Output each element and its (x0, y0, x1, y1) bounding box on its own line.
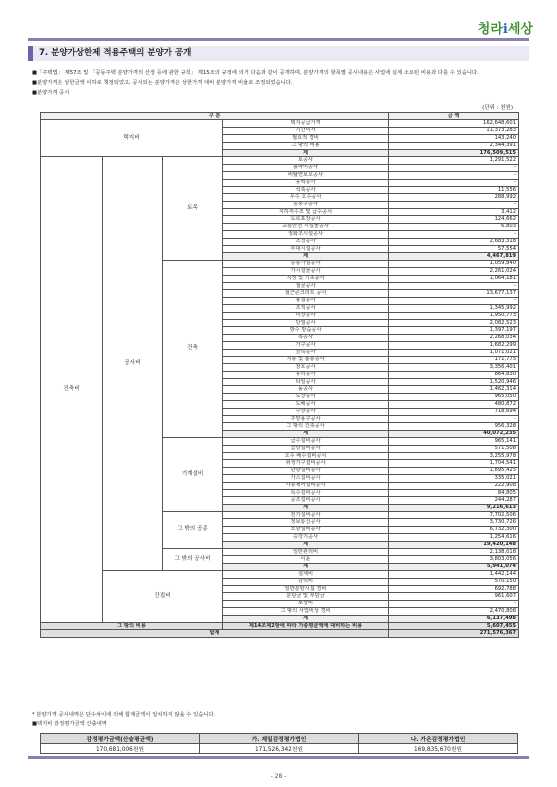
appraisal-caption: ■ 택지비 감정평가금액 산출내역 (32, 720, 215, 729)
item-label: 우수 오수공사 (223, 194, 389, 201)
item-label: 도로포장공사 (223, 216, 389, 223)
item-label: 지하저수조 및 급수공사 (223, 209, 389, 216)
item-label: 공통가설공사 (223, 260, 389, 267)
appraisal-header: 나. 가온감정평가법인 (359, 734, 518, 744)
appraisal-header: 가. 제일감정평가법인 (200, 734, 359, 744)
table-row (41, 113, 519, 120)
item-value: 3,730,726 (389, 519, 519, 526)
item-label: 금속공사 (223, 349, 389, 356)
table-row (41, 120, 519, 127)
item-value: 222,908 (389, 482, 519, 489)
item-value: 2,683,318 (389, 238, 519, 245)
section-title: 7. 분양가상한제 적용주택의 분양가 공개 (28, 46, 529, 61)
item-value: 864,830 (389, 371, 519, 378)
subtotal-label: 계 (223, 504, 389, 511)
item-value: 718,694 (389, 408, 519, 415)
item-value: - (389, 172, 519, 179)
group-label-arch: 건축 (163, 260, 223, 437)
item-value: 1,254,616 (389, 534, 519, 541)
item-value: - (389, 600, 519, 607)
item-value: 1,682,299 (389, 342, 519, 349)
item-value: 143,240 (389, 135, 519, 142)
item-value: 571,508 (389, 445, 519, 452)
item-label: 급탕설비공사 (223, 445, 389, 452)
bullet-item: ■ 분양가격은 상한금액 이하로 책정되었고, 공시되는 분양가격은 상한가격 대비 분양가격 비율로 조정되었습니다. (32, 78, 529, 88)
subtotal-value: 176,509,515 (389, 149, 519, 156)
item-label: 창호공사 (223, 364, 389, 371)
brand-logo: 청라i세상 (477, 22, 533, 37)
item-label: 가구공사 (223, 342, 389, 349)
unit-label: (단위 : 천원) (482, 105, 513, 111)
item-value: 2,261,024 (389, 268, 519, 275)
item-value: 956,328 (389, 423, 519, 430)
column-header-category: 구 분 (41, 113, 389, 120)
item-label: 난방설비공사 (223, 467, 389, 474)
item-value: 1,950,773 (389, 312, 519, 319)
item-label: 급수설비공사 (223, 438, 389, 445)
bullet-item: ■ 분양가격 공시 (32, 88, 529, 98)
item-label: 교통안전 시설물공사 (223, 223, 389, 230)
table-row (41, 571, 519, 578)
item-value: 1,895,425 (389, 467, 519, 474)
appraisal-table (40, 733, 518, 754)
subtotal-label: 계 (223, 563, 389, 570)
rounding-note: * 분양가격 공시내역은 단수차이에 의해 합계금액이 일치하지 않을 수 있습니다. (32, 711, 215, 720)
other-expense-text: 제14조제2항에 따라 가중평균액에 대비하는 비용 (223, 622, 389, 629)
item-label: 자동제어설비공사 (223, 482, 389, 489)
subtotal-label: 계 (223, 253, 389, 260)
item-value: 480,872 (389, 401, 519, 408)
item-value: 570,150 (389, 578, 519, 585)
item-value: 288,992 (389, 194, 519, 201)
item-label: 유리공사 (223, 371, 389, 378)
item-label: 전기설비공사 (223, 512, 389, 519)
subtotal-value: 5,941,074 (389, 563, 519, 570)
other-expense-label: 그 밖의 비용 (41, 622, 223, 629)
item-value: 1,397,197 (389, 327, 519, 334)
top-rule (28, 38, 529, 41)
item-label: 조적공사 (223, 305, 389, 312)
notes (32, 711, 215, 729)
item-label: 흙막이공사 (223, 164, 389, 171)
group-label-building: 건축비 (41, 157, 103, 623)
item-label: 그 밖의 건축공사 (223, 423, 389, 430)
item-label: 미장공사 (223, 312, 389, 319)
item-value: 1,442,144 (389, 571, 519, 578)
appraisal-value: 171,526,342천원 (200, 744, 359, 754)
item-value: 84,805 (389, 489, 519, 496)
item-value: 1,462,314 (389, 386, 519, 393)
item-label: 가시설물공사 (223, 268, 389, 275)
item-label: 도배공사 (223, 401, 389, 408)
table-row (41, 157, 519, 164)
item-label: 필요적 경비 (223, 135, 389, 142)
item-label: 부대시설공사 (223, 246, 389, 253)
item-value: 2,138,018 (389, 549, 519, 556)
item-label: 특수설비공사 (223, 489, 389, 496)
intro-bullets (32, 68, 529, 98)
item-value: - (389, 231, 519, 238)
item-label: 보상비 (223, 600, 389, 607)
item-label: 비탈면보호공사 (223, 172, 389, 179)
subtotal-label: 계 (223, 615, 389, 622)
group-label-other-costs: 그 밖의 공사비 (163, 549, 223, 571)
item-label: 감리비 (223, 578, 389, 585)
item-value: 11,373,283 (389, 127, 519, 134)
item-label: 분담금 및 부담금 (223, 593, 389, 600)
item-value: - (389, 282, 519, 289)
item-value: 1,704,541 (389, 460, 519, 467)
bullet-item: ■ 「주택법」 제57조 및 「공동주택 분양가격의 산정 등에 관한 규칙」 제15조의 규정에 의거 다음과 같이 공개하며, 분양가격의 항목별 공시내용은 사업에 실제 소요된 비용과 다를 수 있습니다. (32, 68, 529, 78)
item-label: 일반관리비 (223, 549, 389, 556)
item-value: 965,050 (389, 393, 519, 400)
item-value: 2,268,034 (389, 334, 519, 341)
item-label: 돌공사 (223, 386, 389, 393)
item-value: 7,702,506 (389, 512, 519, 519)
item-value: 1,071,021 (389, 349, 519, 356)
item-value: 1,520,946 (389, 379, 519, 386)
item-label: 단열공사 (223, 319, 389, 326)
item-value: 244,287 (389, 497, 519, 504)
item-value: 11,556 (389, 186, 519, 193)
item-label: 철근콘크리트 공사 (223, 290, 389, 297)
item-value: 171,775 (389, 356, 519, 363)
item-label: 공조설비공사 (223, 497, 389, 504)
subtotal-label: 계 (223, 149, 389, 156)
item-label: 기간이자 (223, 127, 389, 134)
item-label: 정화조시설공사 (223, 231, 389, 238)
item-label: 소방설비공사 (223, 526, 389, 533)
item-value: 57,554 (389, 246, 519, 253)
item-value: 961,607 (389, 593, 519, 600)
item-value: - (389, 164, 519, 171)
item-label: 설계비 (223, 571, 389, 578)
item-value: 3,356,401 (389, 364, 519, 371)
item-label: 철골공사 (223, 282, 389, 289)
item-label: 타일공사 (223, 379, 389, 386)
table-row (41, 622, 519, 629)
item-value: - (389, 201, 519, 208)
item-value: 2,082,523 (389, 319, 519, 326)
subtotal-value: 40,072,235 (389, 430, 519, 437)
subtotal-value: 6,137,498 (389, 615, 519, 622)
price-disclosure-table (40, 112, 519, 638)
item-value: 6,803 (389, 223, 519, 230)
column-header-amount: 금 액 (389, 113, 519, 120)
item-label: 지붕 및 홈통공사 (223, 356, 389, 363)
item-value: 965,141 (389, 438, 519, 445)
item-value: - (389, 416, 519, 423)
item-value: 6,732,300 (389, 526, 519, 533)
item-label: 방수 방습공사 (223, 327, 389, 334)
item-value: 162,648,601 (389, 120, 519, 127)
item-value: - (389, 179, 519, 186)
item-label: 위생기구설비공사 (223, 460, 389, 467)
grand-total-value: 271,576,367 (389, 630, 519, 637)
item-value: 1,059,840 (389, 260, 519, 267)
item-value: 335,021 (389, 475, 519, 482)
item-value: 1,345,992 (389, 305, 519, 312)
item-value: 3,255,978 (389, 452, 519, 459)
item-label: 이윤 (223, 556, 389, 563)
item-label: 오수 배수설비공사 (223, 452, 389, 459)
item-label: 용접공사 (223, 297, 389, 304)
bottom-rule (28, 756, 529, 759)
item-label: 목공사 (223, 334, 389, 341)
item-label: 석축공사 (223, 186, 389, 193)
grand-total-label: 합계 (41, 630, 389, 637)
subtotal-value: 4,467,819 (389, 253, 519, 260)
item-value: 13,677,137 (389, 290, 519, 297)
appraisal-value: 170,681,006천원 (41, 744, 200, 754)
appraisal-value: 169,835,670천원 (359, 744, 518, 754)
item-value: 1,291,522 (389, 157, 519, 164)
item-label: 정보통신공사 (223, 519, 389, 526)
item-value: 2,344,391 (389, 142, 519, 149)
group-label-civil: 토목 (163, 157, 223, 260)
group-label-land: 택지비 (41, 120, 223, 157)
item-value: 2,470,808 (389, 608, 519, 615)
item-label: 가스설비공사 (223, 475, 389, 482)
table-row (41, 630, 519, 637)
appraisal-header: 감정평가금액(산술평균액) (41, 734, 200, 744)
item-label: 주방용구공사 (223, 416, 389, 423)
group-label-indirect: 간접비 (103, 571, 223, 623)
item-value: 3,803,056 (389, 556, 519, 563)
item-label: 토공사 (223, 157, 389, 164)
group-label-other-works: 그 밖의 공종 (163, 512, 223, 549)
item-label: 그 밖의 사업비성 경비 (223, 608, 389, 615)
item-label: 옹벽공사 (223, 179, 389, 186)
item-label: 승강기공사 (223, 534, 389, 541)
item-value: 124,662 (389, 216, 519, 223)
group-label-mech: 기계설비 (163, 438, 223, 512)
item-label: 지정 및 기초공사 (223, 275, 389, 282)
subtotal-label: 계 (223, 430, 389, 437)
item-value: 692,788 (389, 586, 519, 593)
item-value: 1,064,181 (389, 275, 519, 282)
other-expense-value: 5,607,455 (389, 622, 519, 629)
group-label-construction: 공사비 (103, 157, 163, 571)
subtotal-value: 19,420,148 (389, 541, 519, 548)
item-value: 3,412 (389, 209, 519, 216)
subtotal-value: 9,216,613 (389, 504, 519, 511)
item-label: 택지공급가격 (223, 120, 389, 127)
item-label: 일반분양시설 경비 (223, 586, 389, 593)
subtotal-label: 계 (223, 541, 389, 548)
item-label: 수장공사 (223, 408, 389, 415)
item-label: 공동구공사 (223, 201, 389, 208)
page-number: - 28 - (270, 773, 287, 780)
item-label: 그 밖의 비용 (223, 142, 389, 149)
item-label: 도장공사 (223, 393, 389, 400)
item-label: 조경공사 (223, 238, 389, 245)
item-value: - (389, 297, 519, 304)
